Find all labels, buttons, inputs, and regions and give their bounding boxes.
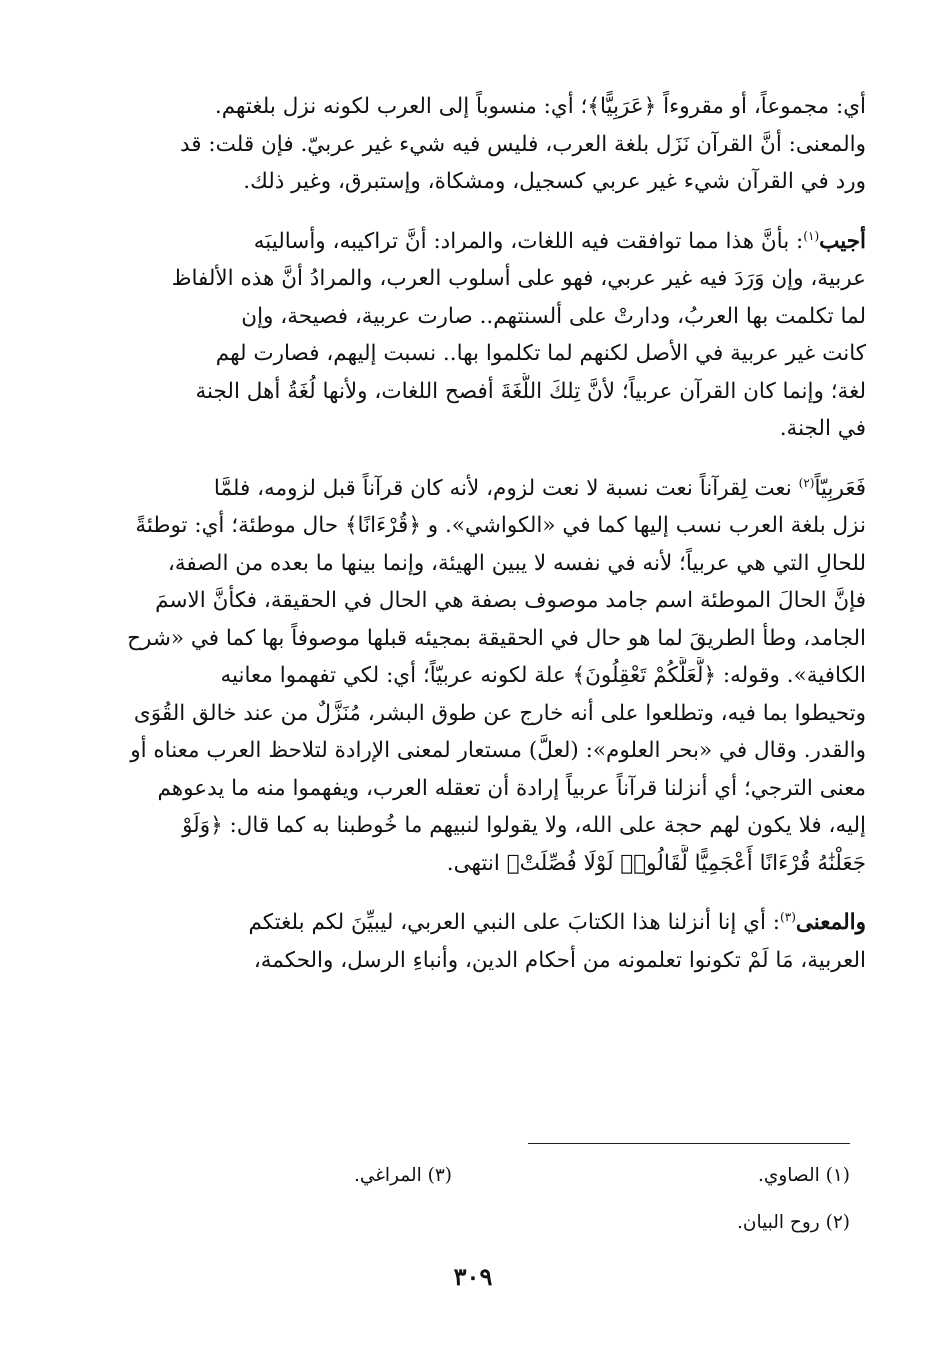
text-line: نزل بلغة العرب نسب إليها كما في «الكواشي». و ﴿قُرْءَانًا﴾ حال موطئة؛ أي: توطئةً bbox=[135, 513, 866, 538]
lead-word: والمعنى bbox=[795, 910, 866, 935]
text-line: للحالِ التي هي عربياً؛ لأنه في نفسه لا يبين الهيئة، وإنما بينها ما بعده من الصفة، bbox=[167, 550, 866, 576]
lead-word: أجيب bbox=[819, 228, 866, 254]
text-line: لغة؛ وإنما كان القرآن عربياً؛ لأنَّ تِلكَ اللُّغَةَ أفصح اللغات، ولأنها لُغَةُ أهل الجنة bbox=[195, 378, 866, 404]
text-line: فَعَربِيّاً$^{(٢)}$ نعت لِقرآناً نعت نسبة لا نعت لزوم، لأنه كان قرآناً قبل لزومه، فلمَّا bbox=[213, 475, 866, 501]
footnote-2: (٢) روح البيان. bbox=[737, 1212, 850, 1233]
paragraph-3 bbox=[76, 470, 866, 883]
text-line: الجامد، وطأ الطريقَ لما هو حال في الحقيقة بمجيئه قبلها موصوفاً بها كما في «شرح bbox=[127, 625, 866, 651]
footnote-3: (٣) المراغي. bbox=[353, 1165, 452, 1186]
text-line: لما تكلمت بها العربُ، ودارتْ على ألسنتهم.. صارت عربية، فصيحة، وإن bbox=[241, 303, 866, 329]
paragraph-4 bbox=[76, 904, 866, 979]
text-line: والمعنى$^{(٣)}$: أي إنا أنزلنا هذا الكتابَ على النبي العربي، ليبيِّنَ لكم بلغتكم bbox=[248, 909, 866, 935]
main-text bbox=[76, 88, 866, 1001]
page-number: ٣٠٩ bbox=[453, 1262, 493, 1291]
text-line: والمعنى: أنَّ القرآن نَزَل بلغة العرب، فليس فيه شيء غير عربيّ. فإن قلت: قد bbox=[180, 131, 866, 157]
text-line: العربية، مَا لَمْ تكونوا تعلمونه من أحكام الدين، وأنباءِ الرسل، والحكمة، bbox=[253, 947, 866, 973]
text-line: معنى الترجي؛ أي أنزلنا قرآناً عربياً إرادة أن تعقله العرب، ويفهموا منه ما يدعوهم bbox=[157, 775, 866, 801]
text-line: الكافية». وقوله: ﴿لَّعَلَّكُمْ تَعْقِلُونَ﴾ علة لكونه عربيّاً؛ أي: لكي تفهموا معانيه bbox=[220, 663, 866, 688]
text-line: عربية، وإن وَرَدَ فيه غير عربي، فهو على أسلوب العرب، والمرادُ أنَّ هذه الألفاظ bbox=[171, 266, 866, 291]
text-line: ورد في القرآن شيء غير عربي كسجيل، ومشكاة، وإستبرق، وغير ذلك. bbox=[243, 169, 866, 194]
text-line: في الجنة. bbox=[779, 416, 866, 441]
footnote-ref: (٢) bbox=[798, 475, 815, 490]
lead-word: فَعَربِيّاً bbox=[814, 475, 866, 501]
paragraph-1 bbox=[76, 88, 866, 201]
text-line: وتحيطوا بما فيه، وتطلعوا على أنه خارج عن طوق البشر، مُنَزَّلٌ من عند خالق القُوَى bbox=[133, 700, 866, 726]
footnote-divider bbox=[528, 1143, 850, 1144]
text-line: جَعَلْنَٰهُ قُرْءَانًا أَعْجَمِيًّا لَّقَالُوا۟ لَوْلَا فُصِّلَتْ﴾ انتهى. bbox=[446, 850, 866, 876]
text-line: كانت غير عربية في الأصل لكنهم لما تكلموا بها.. نسبت إليهم، فصارت لهم bbox=[215, 341, 866, 366]
footnote-1: (١) الصاوي. bbox=[757, 1165, 850, 1186]
text-line: إليه، فلا يكون لهم حجة على الله، ولا يقولوا لنبيهم ما خُوطبنا به كما قال: ﴿وَلَوْ bbox=[182, 813, 866, 838]
text-line: أجيب$^{(١)}$: بأنَّ هذا مما توافقت فيه اللغات، والمراد: أنَّ تراكيبه، وأساليبَه bbox=[253, 228, 866, 254]
paragraph-2 bbox=[76, 223, 866, 448]
text-line: والقدر. وقال في «بحر العلوم»: (لعلَّ) مستعار لمعنى الإرادة لتلاحظ العرب معناه أو bbox=[130, 738, 866, 763]
footnote-ref: (١) bbox=[803, 228, 820, 243]
text-line: فإنَّ الحالَ الموطئة اسم جامد موصوف بصفة هي الحال في الحقيقة، فكأنَّ الاسمَ bbox=[155, 588, 866, 613]
text-line: أي: مجموعاً، أو مقروءاً ﴿عَرَبِيًّا﴾؛ أي: منسوباً إلى العرب لكونه نزل بلغتهم. bbox=[214, 94, 866, 119]
footnote-ref: (٣) bbox=[780, 909, 796, 924]
